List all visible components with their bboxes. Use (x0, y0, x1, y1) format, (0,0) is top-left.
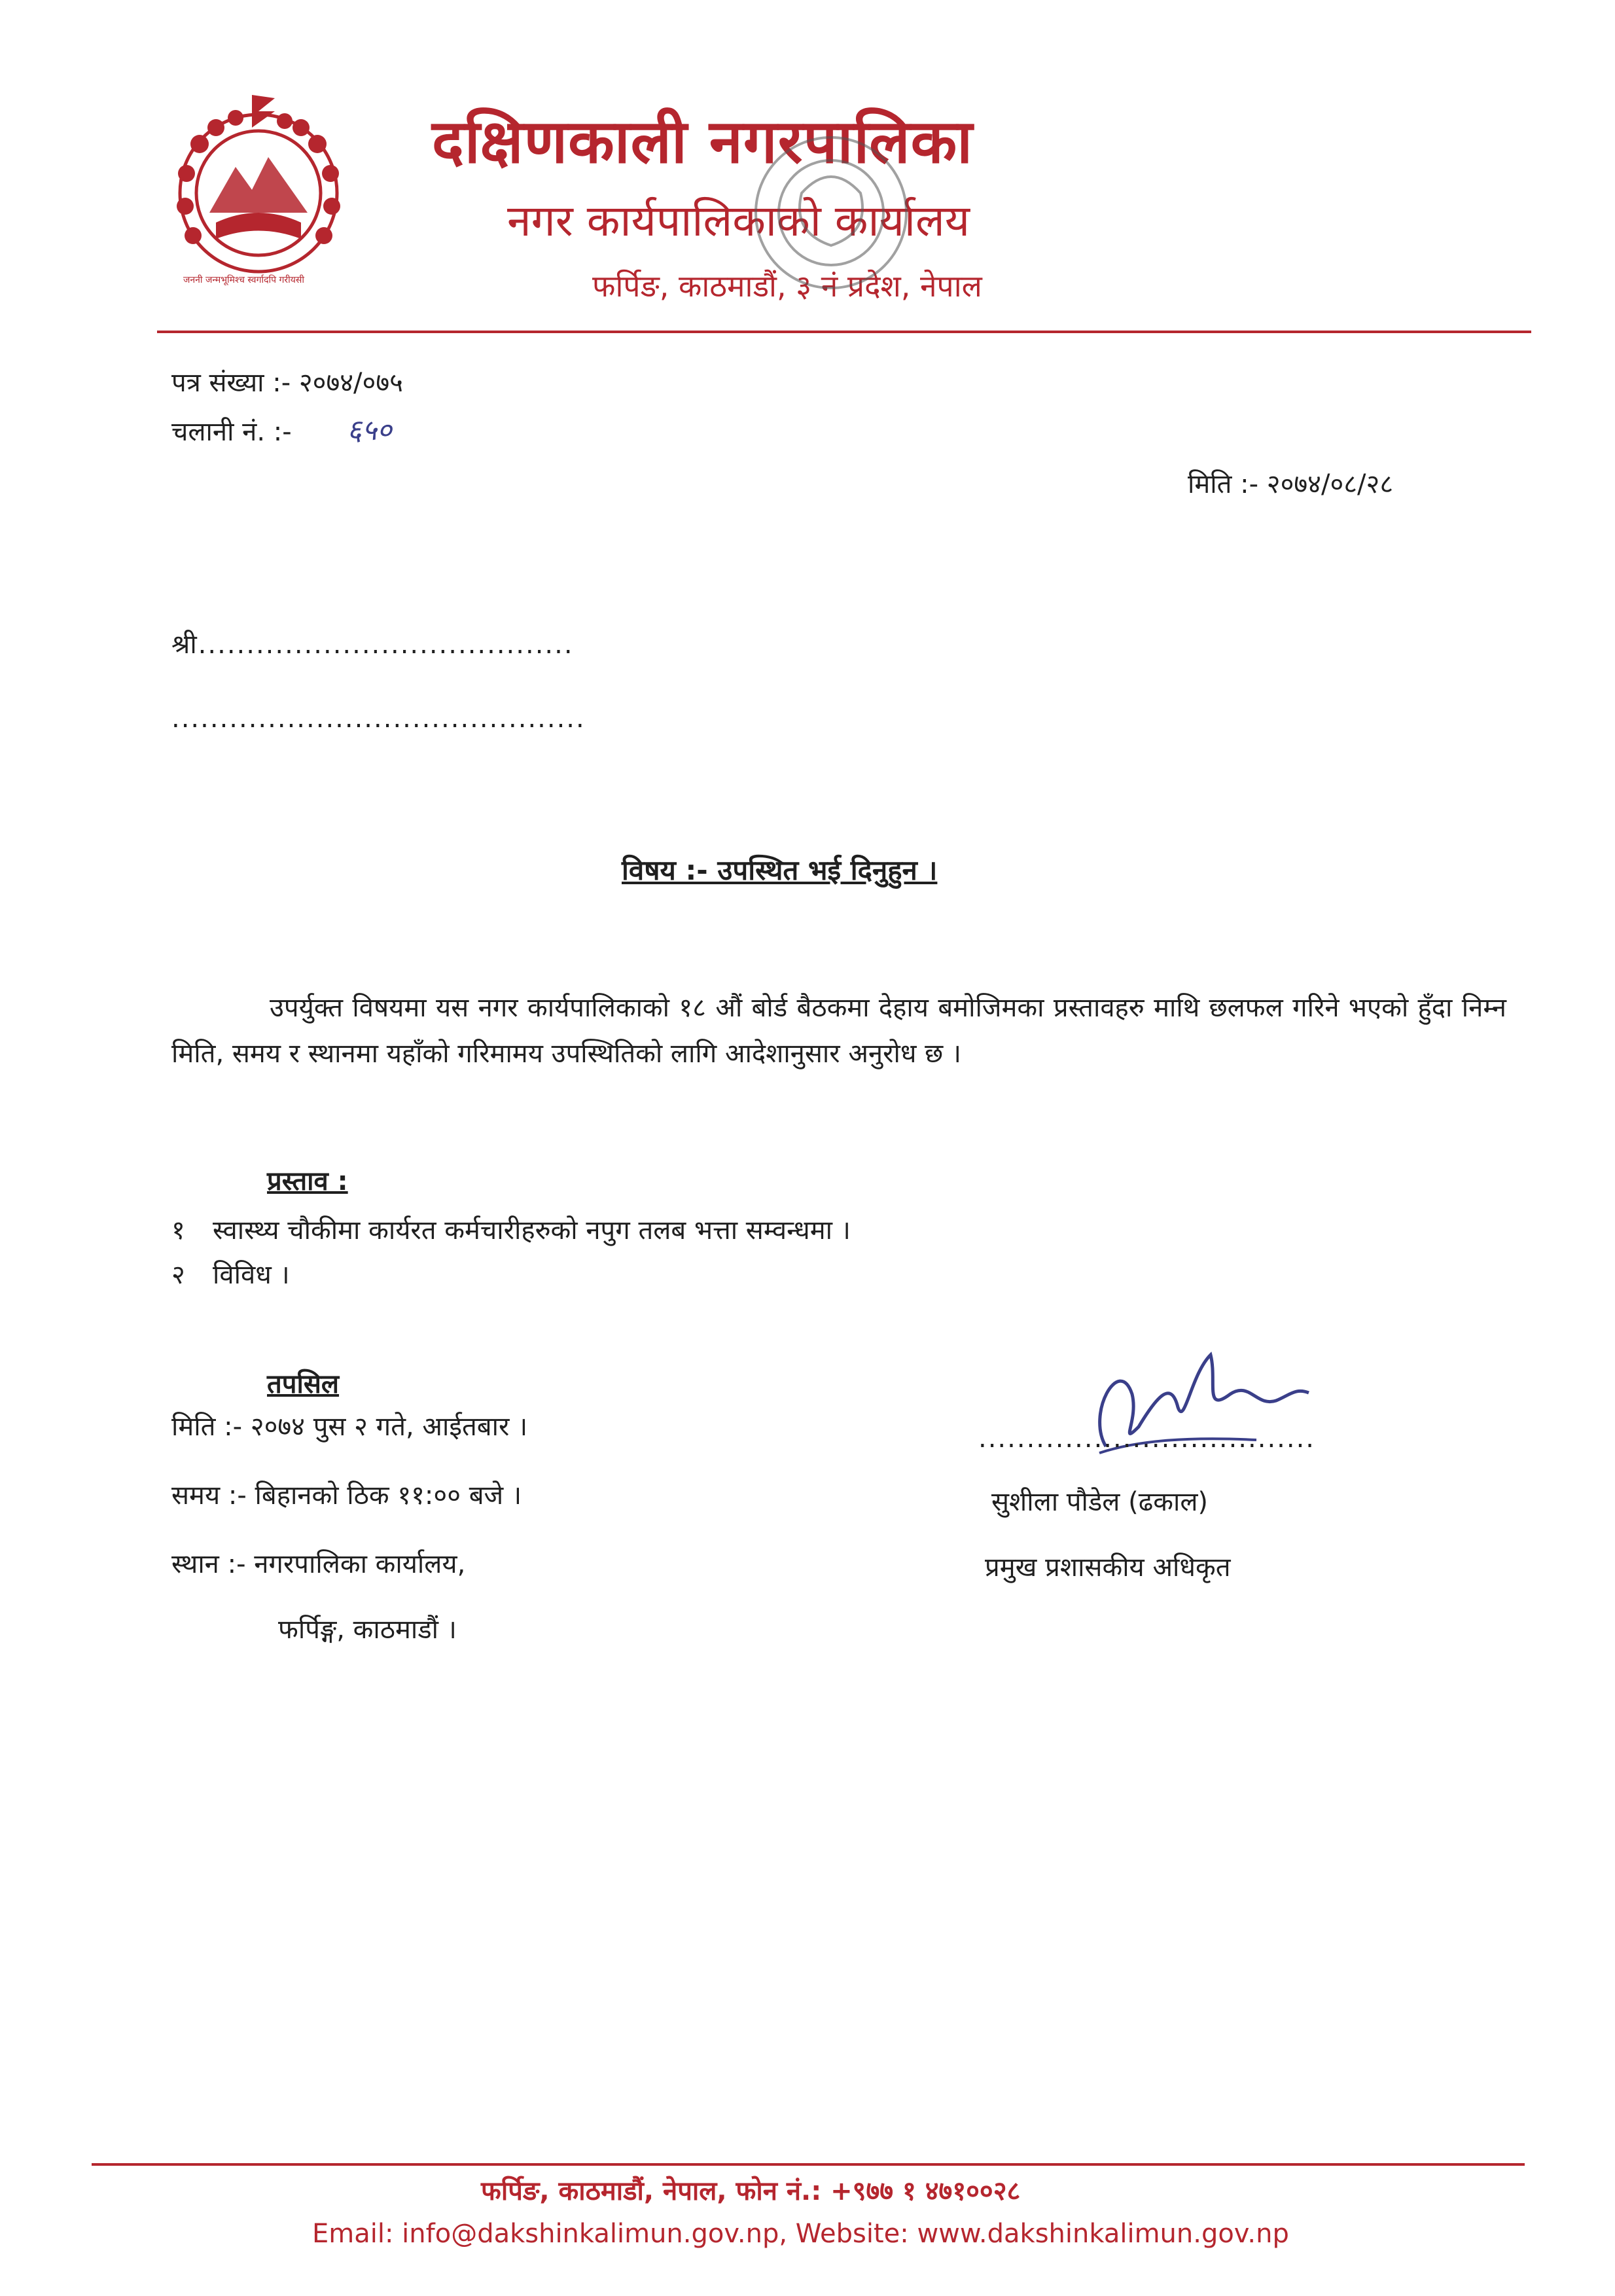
office-address: फर्पिङ, काठमाडौं, ३ नं प्रदेश, नेपाल (592, 268, 982, 304)
signatory-name: सुशीला पौडेल (ढकाल) (991, 1487, 1209, 1517)
body-paragraph: उपर्युक्त विषयमा यस नगर कार्यपालिकाको १८ औं बोर्ड बैठकमा देहाय बमोजिमका प्रस्तावहरु माथि छलफल गरिने भएको हुँदा निम्न मिति, समय र स्थानमा यहाँको गरिमामय उपस्थितिको लागि आदेशानुसार अनुरोध छ । (171, 993, 1506, 1069)
proposal-item-2: विविध । (213, 1260, 290, 1290)
emblem-motto: जननी जन्मभूमिश्च स्वर्गादपि गरीयसी (183, 275, 304, 285)
schedule-place: स्थान :- नगरपालिका कार्यालय, (171, 1549, 466, 1579)
recipient-line-1: श्री....................................... (171, 630, 574, 660)
schedule-heading: तपसिल (267, 1369, 340, 1399)
letter-date: मिति :- २०७४/०८/२८ (1188, 469, 1394, 499)
schedule-place-line-2: फर्पिङ्ग, काठमाडौं । (278, 1615, 457, 1645)
letter-number: पत्र संख्या :- २०७४/०७५ (171, 368, 403, 398)
subject-line: विषय :- उपस्थित भई दिनुहुन । (622, 854, 938, 886)
office-title: दक्षिणकाली नगरपालिका (432, 107, 974, 177)
signatory-title: प्रमुख प्रशासकीय अधिकृत (985, 1552, 1231, 1583)
recipient-line-2: ........................................... (171, 704, 586, 734)
dispatch-number: ६५० (347, 414, 392, 447)
dispatch-label: चलानी नं. :- (171, 417, 292, 447)
proposal-item-1: स्वास्थ्य चौकीमा कार्यरत कर्मचारीहरुको नपुग तलब भत्ता सम्वन्धमा । (213, 1215, 851, 1246)
footer-contact: फर्पिङ, काठमाडौं, नेपाल, फोन नं.: +९७७ १ ४७१००२८ (481, 2176, 1021, 2206)
office-subtitle: नगर कार्यपालिकाको कार्यालय (507, 196, 970, 246)
signature-dots: ................................... (978, 1424, 1316, 1454)
proposal-item-2-number: २ (171, 1260, 185, 1290)
header-divider (157, 331, 1531, 333)
footer-email-website: Email: info@dakshinkalimun.gov.np, Website: www.dakshinkalimun.gov.np (312, 2219, 1289, 2249)
signature-scribble-icon (1060, 1316, 1322, 1479)
footer-divider (92, 2163, 1525, 2166)
schedule-date: मिति :- २०७४ पुस २ गते, आईतबार । (171, 1412, 528, 1442)
schedule-time: समय :- बिहानको ठिक ११:०० बजे । (171, 1480, 522, 1511)
office-stamp-icon (739, 115, 916, 340)
nepal-emblem-icon (154, 82, 363, 291)
proposal-item-1-number: १ (171, 1215, 185, 1246)
proposals-heading: प्रस्ताव : (267, 1166, 348, 1196)
